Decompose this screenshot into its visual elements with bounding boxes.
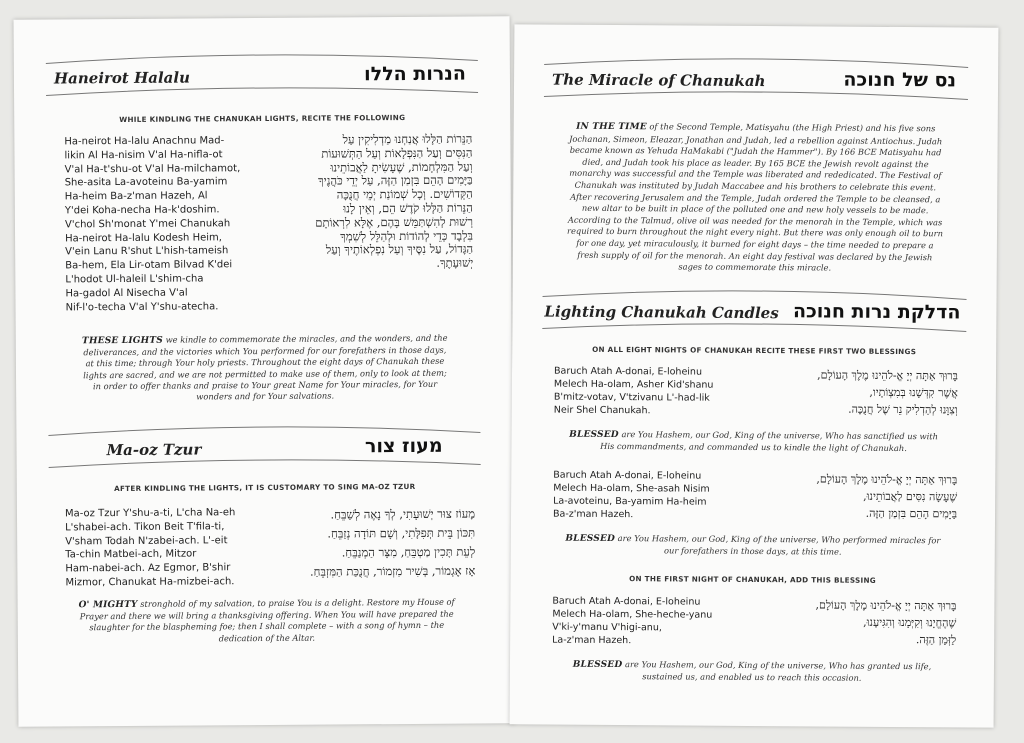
blessing2-hebrew: בָּרוּךְ אַתָּה יְיָ אֱ-לֹהֵינוּ מֶלֶךְ הָעוֹלָם, שֶׁעָשָׂה נִסִּים לַאֲבוֹתֵינוּ, בַּיָּמִים הָהֵם בִּזְמַן הַזֶּה. [816,472,958,521]
miracle-title-he: נס של חנוכה [843,68,957,92]
maoz-banner [46,420,482,469]
maoz-translation-text: stronghold of my salvation, to praise You is a delight. Restore my House of Prayer and there we will bring a thanksgiving offering. When You will have prepared the slaughter for the blaspheming foe; then I shall complete – with a song of hymn – the dedication of the Altar. [79,596,455,643]
haneirot-instruction: WHILE KINDLING THE CHANUKAH LIGHTS, RECITE THE FOLLOWING [119,113,406,125]
blessing1-text: are You Hashem, our God, King of the universe, Who has sanctified us with His commandments, and commanded us to kindle the light of Chanukah. [600,429,939,454]
blessing2-text: are You Hashem, our God, King of the universe, Who performed miracles for our forefathers in those days, at this time. [615,533,941,557]
blessing1-hebrew: בָּרוּךְ אַתָּה יְיָ אֱ-לֹהֵינוּ מֶלֶךְ הָעוֹלָם, אֲשֶׁר קִדְּשָׁנוּ בְּמִצְוֹתָיו, וְצִוָּנוּ לְהַדְלִיק נֵר שֶׁל חֲנֻכָּה. [817,368,959,417]
miracle-body: of the Second Temple, Matisyahu (the High Priest) and his five sons Jochanan, Simeon, Eleazar, Jonathan and Judah, led a rebellion against Antiochus. Judah became known as Yehuda HaMakabi ("Judah the Hammer"). By 166 BCE Matisyahu had died, and Judah took his place as leader. By 165 BCE the Jewish revolt against the monarchy was successful and the Temple was liberated and rededicated. The Festival of Chanukah was instituted by Judah Maccabee and his brothers to celebrate this event. After recovering Jerusalem and the Temple, Judah ordered the Temple to be cleansed, a new altar to be built in place of the polluted one and new holy vessels to be made. According to the Talmud, olive oil was needed for the menorah in the Temple, which was required to burn throughout the night every night. But there was only enough oil to burn for one day, yet miraculously, it burned for eight days – the time needed to prepare a fresh supply of oil for the menorah. An eight day festival was declared by the Jewish sages to commemorate this miracle. [566,121,944,273]
blessing1-transliteration: Baruch Atah A-donai, E-loheinu Melech Ha-olam, Asher Kid'shanu B'mitz-votav, V'tzivanu L'-had-lik Neir Shel Chanukah. [553,365,714,417]
blessing2-lead: BLESSED [565,533,616,545]
haneirot-translation [80,333,450,404]
blessing1-translation [565,429,941,455]
haneirot-hebrew: הַנֵּרוֹת הַלָּלוּ אֲנַחְנוּ מַדְלִיקִין עַל הַנִּסִּים וְעַל הַנִּפְלָאוֹת וְעַל הַתְּשׁוּעוֹת וְעַל הַמִּלְחָמוֹת, שֶׁעָשִׂיתָ לַאֲבוֹתֵינוּ בַּיָּמִים הָהֵם בִּזְמַן הַזֶּה, עַל יְדֵי כֹּהֲנֶיךָ הַקְּדוֹשִׁים. וְכָל שְׁמוֹנַת יְמֵי חֲנֻכָּה הַנֵּרוֹת הַלָּלוּ קֹדֶשׁ הֵם, וְאֵין לָנוּ רְשׁוּת לְהִשְׁתַּמֵּשׁ בָּהֶם, אֶלָּא לִרְאוֹתָם בִּלְבָד כְּדֵי לְהוֹדוֹת וּלְהַלֵּל לְשִׁמְךָ הַגָּדוֹל, עַל נִסֶּיךָ וְעַל נִפְלְאוֹתֶיךָ וְעַל יְשׁוּעָתֶךָ. [315,131,474,270]
maoz-hebrew: מָעוֹז צוּר יְשׁוּעָתִי, לְךָ נָאֶה לְשַׁבֵּחַ. תִּכּוֹן בֵּית תְּפִלָּתִי, וְשָׁם תּוֹדָה נְזַבֵּחַ. לְעֵת תָּכִין מַטְבֵּחַ, מִצָּר הַמְנַבֵּחַ. אָז אֶגְמוֹר, בְּשִׁיר מִזְמוֹר, חֲנֻכַּת הַמִּזְבֵּחַ. [309,506,476,579]
blessing3-hebrew: בָּרוּךְ אַתָּה יְיָ אֱ-לֹהֵינוּ מֶלֶךְ הָעוֹלָם, שֶׁהֶחֱיָנוּ וְקִיְּמָנוּ וְהִגִּיעָנוּ, לַזְּמַן הַזֶּה. [815,598,957,647]
miracle-banner [542,53,970,102]
lighting-title-he: הדלקת נרות חנוכה [792,300,961,324]
left-page [14,16,515,726]
lighting-banner [540,285,968,334]
haneirot-title-he: הנרות הללו [364,62,467,86]
haneirot-title-en: Haneirot Halalu [53,68,191,88]
blessing2-transliteration: Baruch Atah A-donai, E-loheinu Melech Ha-olam, She-asah Nisim La-avoteinu, Ba-yamim Ha-heim Ba-z'man Hazeh. [552,469,710,521]
lighting-instruction-2: ON THE FIRST NIGHT OF CHANUKAH, ADD THIS BLESSING [629,574,877,585]
haneirot-banner [44,48,480,97]
blessing1-lead: BLESSED [569,429,619,441]
maoz-translation [72,597,462,646]
blessing3-translation [564,659,940,685]
blessing3-transliteration: Baruch Atah A-donai, E-loheinu Melech Ha-olam, She-heche-yanu V'ki-y'manu V'higi-anu, La-z'man Hazeh. [552,595,713,647]
haneirot-translation-text: we kindle to commemorate the miracles, and the wonders, and the deliverances, and the victories which You performed for our forefathers in those days, at this time; through Your holy priests. Throughout the eight days of Chanukah these lights are sacred, and we are not permitted to make use of them, only to look at them; in order to offer thanks and praise to Your great Name for Your miracles, for Your wonders and for Your salvations. [83,332,448,402]
haneirot-translation-lead: THESE LIGHTS [81,335,163,347]
lighting-instruction-1: ON ALL EIGHT NIGHTS OF CHANUKAH RECITE THESE FIRST TWO BLESSINGS [592,344,917,357]
miracle-lead: IN THE TIME [576,121,647,133]
miracle-text [567,121,944,275]
blessing3-text: are You Hashem, our God, King of the universe, Who has granted us life, sustained us, and enabled us to reach this occasion. [622,659,932,683]
lighting-title-en: Lighting Chanukah Candles [544,302,779,323]
maoz-title-en: Ma-oz Tzur [106,440,202,460]
right-page [510,24,999,727]
blessing2-translation [565,533,941,559]
maoz-title-he: מעוז צור [364,434,443,458]
blessing3-lead: BLESSED [572,659,623,671]
haneirot-transliteration: Ha-neirot Ha-lalu Anachnu Mad- likin Al Ha-nisim V'al Ha-nifla-ot V'al Ha-t'shu-ot V'al Ha-milchamot, She-asita La-avoteinu Ba-yamim Ha-heim Ba-z'man Hazeh, Al Y'dei Koha-necha Ha-k'doshim. V'chol Sh'monat Y'mei Chanukah Ha-neirot Ha-lalu Kodesh Heim, V'ein Lanu R'shut L'hish-tameish Ba-hem, Ela Lir-otam Bilvad K'dei L'hodot Ul-haleil L'shim-cha Ha-gadol Al Nisecha V'al Nif-l'o-techa V'al Y'shu-atecha. [64,135,241,313]
maoz-translation-lead: O' MIGHTY [78,599,138,611]
maoz-instruction: AFTER KINDLING THE LIGHTS, IT IS CUSTOMARY TO SING MA-OZ TZUR [114,481,416,494]
miracle-title-en: The Miracle of Chanukah [552,70,766,91]
maoz-transliteration: Ma-oz Tzur Y'shu-a-ti, L'cha Na-eh L'shabei-ach. Tikon Beit T'fila-ti, V'sham Todah N'zabei-ach. L'-eit Ta-chin Matbei-ach, Mitzor Ham-nabei-ach. Az Egmor, B'shir Mizmor, Chanukat Ha-mizbei-ach. [64,507,236,589]
